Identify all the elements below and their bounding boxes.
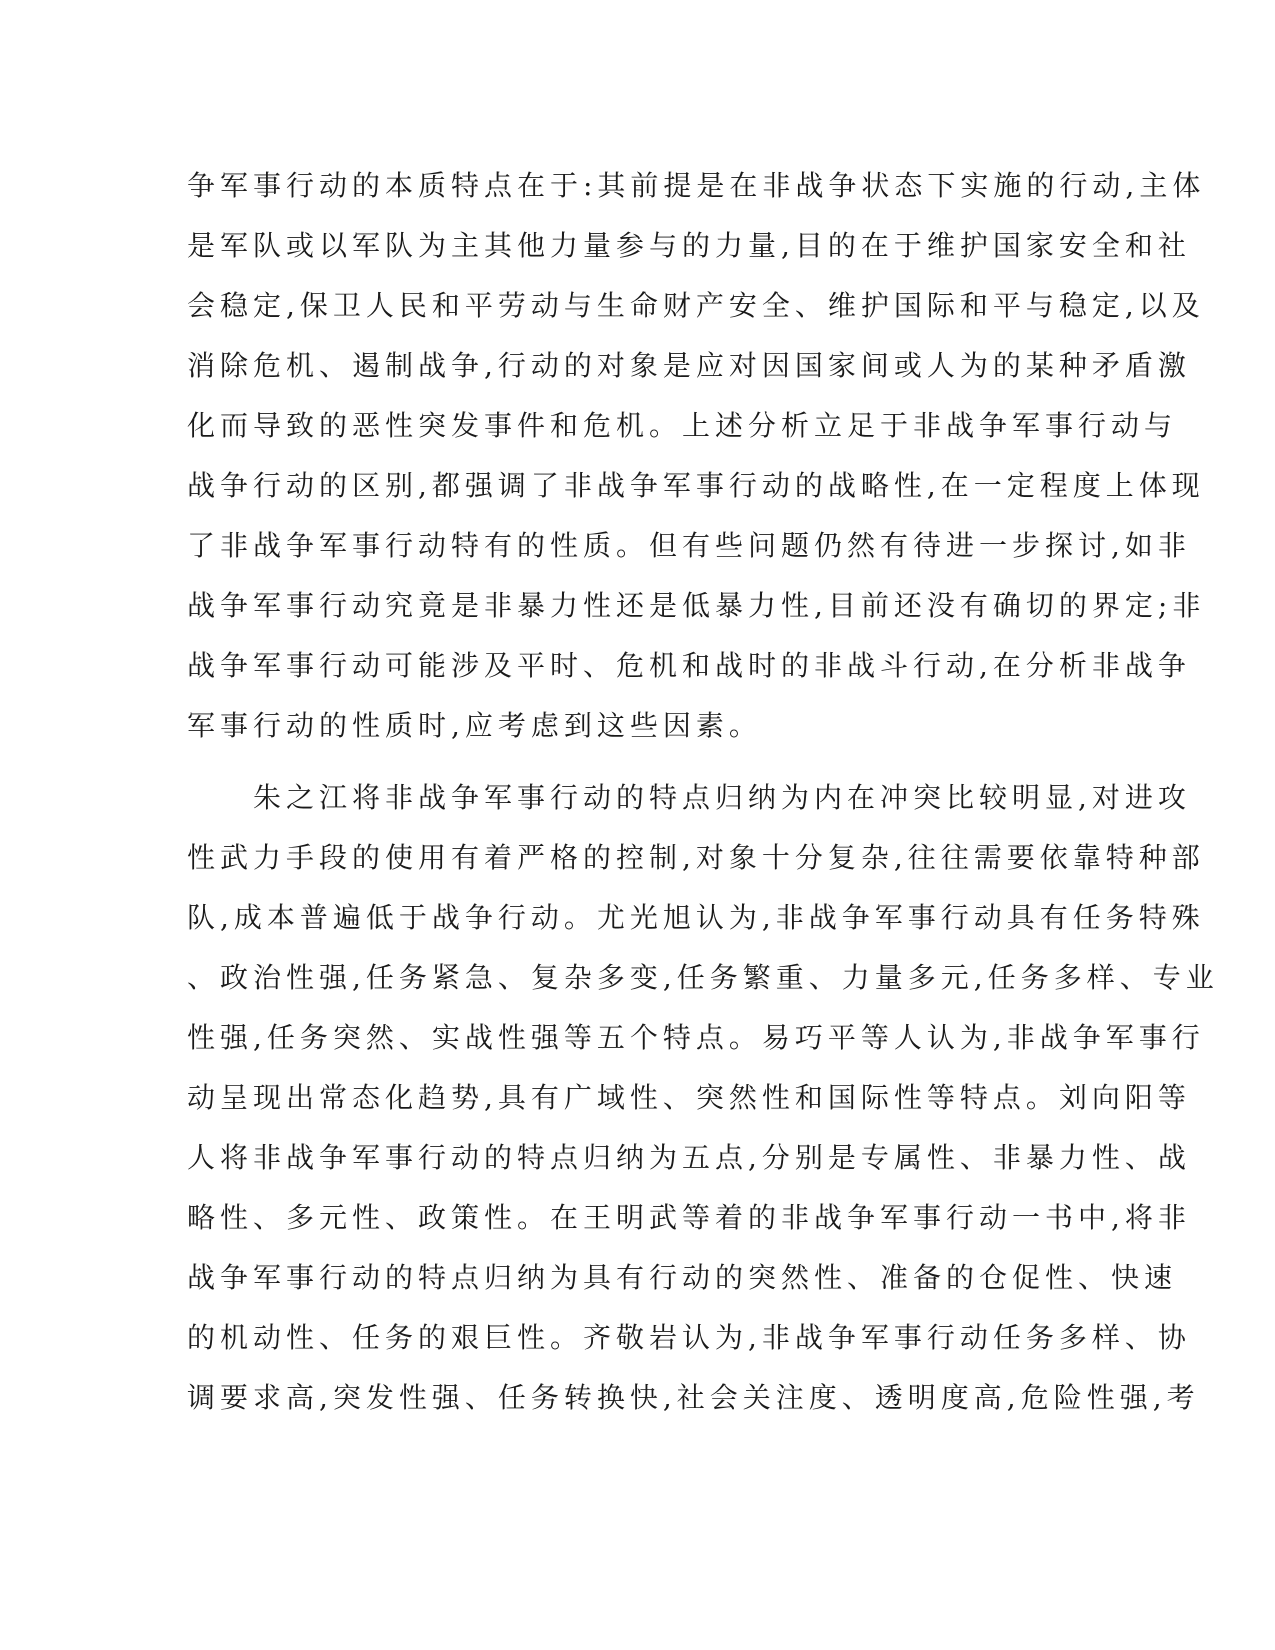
text-line: 消除危机、遏制战争,行动的对象是应对因国家间或人为的某种矛盾激 — [187, 349, 1191, 382]
text-line: 争军事行动的本质特点在于:其前提是在非战争状态下实施的行动,主体 — [187, 169, 1206, 202]
text-line: 战争行动的区别,都强调了非战争军事行动的战略性,在一定程度上体现 — [187, 469, 1205, 502]
text-line: 战争军事行动的特点归纳为具有行动的突然性、准备的仓促性、快速 — [187, 1261, 1178, 1294]
text-line: 略性、多元性、政策性。在王明武等着的非战争军事行动一书中,将非 — [187, 1201, 1191, 1234]
text-line: 人将非战争军事行动的特点归纳为五点,分别是专属性、非暴力性、战 — [187, 1141, 1191, 1174]
text-line: 是军队或以军队为主其他力量参与的力量,目的在于维护国家安全和社 — [187, 229, 1191, 262]
text-line: 性武力手段的使用有着严格的控制,对象十分复杂,往往需要依靠特种部 — [187, 841, 1205, 874]
text-line: 朱之江将非战争军事行动的特点归纳为内在冲突比较明显,对进攻 — [253, 781, 1191, 814]
text-line: 调要求高,突发性强、任务转换快,社会关注度、透明度高,危险性强,考 — [187, 1381, 1200, 1414]
text-line: 队,成本普遍低于战争行动。尤光旭认为,非战争军事行动具有任务特殊 — [187, 901, 1205, 934]
text-line: 动呈现出常态化趋势,具有广域性、突然性和国际性等特点。刘向阳等 — [187, 1081, 1191, 1114]
text-line: 、政治性强,任务紧急、复杂多变,任务繁重、力量多元,任务多样、专业 — [187, 961, 1219, 994]
text-line: 战争军事行动可能涉及平时、危机和战时的非战斗行动,在分析非战争 — [187, 649, 1191, 682]
text-line: 性强,任务突然、实战性强等五个特点。易巧平等人认为,非战争军事行 — [187, 1021, 1205, 1054]
text-line: 战争军事行动究竟是非暴力性还是低暴力性,目前还没有确切的界定;非 — [187, 589, 1206, 622]
text-line: 军事行动的性质时,应考虑到这些因素。 — [187, 709, 762, 742]
text-line: 的机动性、任务的艰巨性。齐敬岩认为,非战争军事行动任务多样、协 — [187, 1321, 1191, 1354]
text-line: 会稳定,保卫人民和平劳动与生命财产安全、维护国际和平与稳定,以及 — [187, 289, 1205, 322]
text-line: 了非战争军事行动特有的性质。但有些问题仍然有待进一步探讨,如非 — [187, 529, 1191, 562]
text-line: 化而导致的恶性突发事件和危机。上述分析立足于非战争军事行动与 — [187, 409, 1178, 442]
